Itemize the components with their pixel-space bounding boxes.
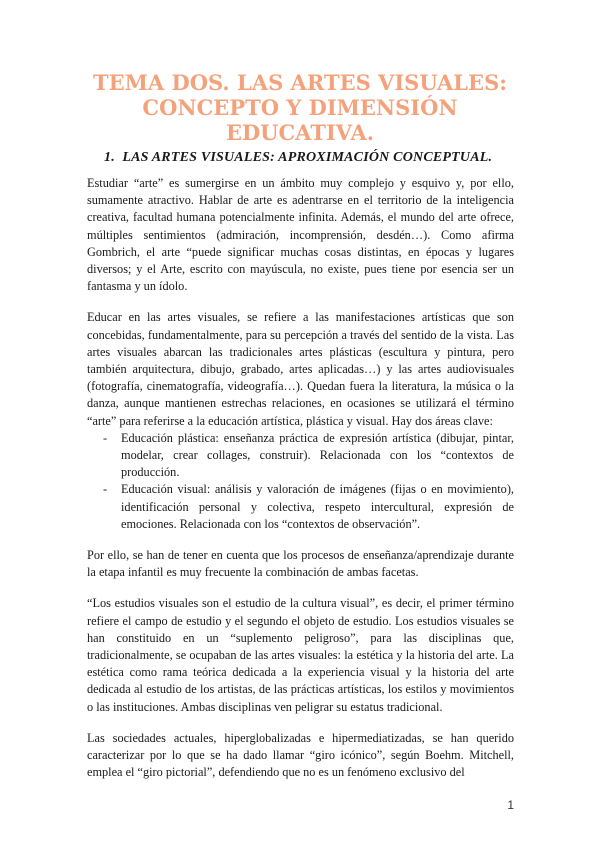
paragraph-4: “Los estudios visuales son el estudio de la cultura visual”, es decir, el primer término refiere el campo de estudio y el segundo el objeto de estudio. Los estudios visuales se han constituido en un “suplemento peligroso”, para las disciplinas que, tradicionalmente, se ocupaban de las artes visuales: la estética y la historia del arte. La estética como rama teórica dedicada a la experiencia visual y la historia del arte dedicada al estudio de los artistas, de las prácticas artísticas, los estilos y movimientos o las instituciones. Ambas disciplinas ven peligrar su estatus tradicional.: [87, 596, 514, 714]
list-item-educacion-visual: - Educación visual: análisis y valoración de imágenes (fijas o en movimiento), identificación personal y colectiva, respeto intercultural, expresión de emociones. Relacionada con los “contextos de observación”.: [121, 481, 514, 533]
title-line-3: EDUCATIVA.: [225, 120, 375, 145]
title-line-2: CONCEPTO Y DIMENSIÓN: [142, 95, 458, 120]
paragraph-5: Las sociedades actuales, hiperglobalizadas e hipermediatizadas, se han querido caracterizar por lo que se ha dado llamar “giro icónico”, según Boehm. Mitchell, emplea el “giro pictorial”, defendiendo que no es un fenómeno exclusivo del: [87, 730, 514, 780]
paragraph-2: Educar en las artes visuales, se refiere a las manifestaciones artísticas que son concebidas, fundamentalmente, para su percepción a través del sentido de la vista. Las artes visuales abarcan las tradicionales artes plásticas (escultura y pintura, pero también arquitectura, dibujo, grabado, artes aplicadas…) y las artes audiovisuales (fotografía, cinematografía, videografía…). Quedan fuera la literatura, la música o la danza, aunque mantienen estrechas relaciones, en ocasiones se utilizará el término “arte” para referirse a la educación artística, plástica y visual. Hay dos áreas clave:: [87, 310, 514, 428]
key-areas-list: [87, 430, 514, 533]
section-heading: [104, 150, 492, 166]
document-body: [87, 175, 514, 796]
list-item-educacion-plastica: - Educación plástica: enseñanza práctica de expresión artística (dibujar, pintar, modelar, crear collages, construir). Relacionada con los “contextos de producción.: [121, 430, 514, 482]
section-heading-text: LAS ARTES VISUALES: APROXIMACIÓN CONCEPTUAL.: [122, 150, 493, 165]
section-number: 1.: [104, 150, 115, 165]
paragraph-3: Por ello, se han de tener en cuenta que los procesos de enseñanza/aprendizaje durante la etapa infantil es muy frecuente la combinación de ambas facetas.: [87, 548, 514, 580]
title-line-1: TEMA DOS. LAS ARTES VISUALES:: [93, 70, 507, 95]
paragraph-1: Estudiar “arte” es sumergirse en un ámbito muy complejo y esquivo y, por ello, sumamente atractivo. Hablar de arte es adentrarse en el territorio de la inteligencia creativa, facultad humana potencialmente infinita. Además, el mundo del arte ofrece, múltiples sentimientos (admiración, incomprensión, desdén…). Como afirma Gombrich, el arte “puede significar muchas cosas distintas, en épocas y lugares diversos; y el Arte, escrito con mayúscula, no existe, pues tiene por esencia ser un fantasma y un ídolo.: [87, 176, 514, 294]
page-number: 1: [507, 798, 514, 812]
document-title: [60, 70, 540, 145]
